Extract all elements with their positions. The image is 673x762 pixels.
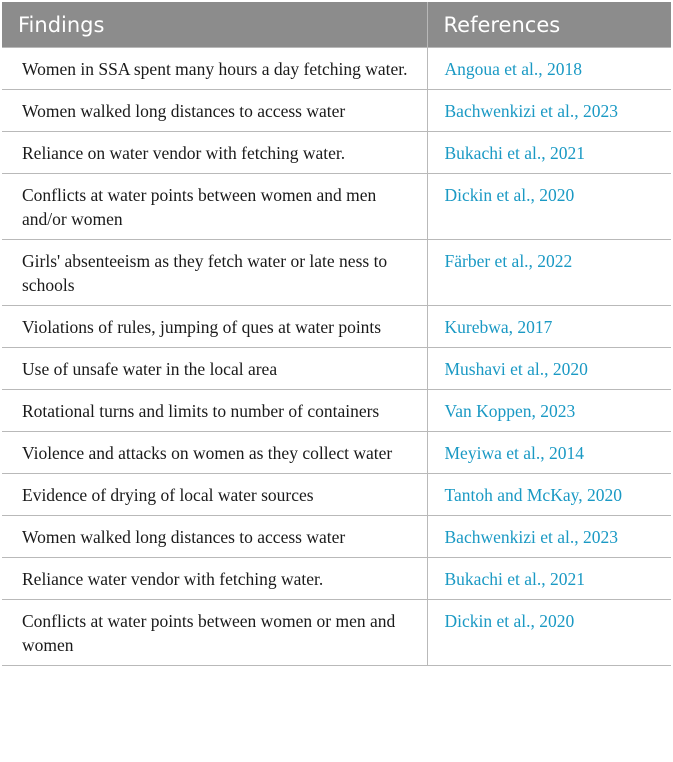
reference-link[interactable]: Dickin et al., 2020 bbox=[427, 600, 671, 666]
reference-link[interactable]: Färber et al., 2022 bbox=[427, 240, 671, 306]
finding-cell: Violations of rules, jumping of ques at water points bbox=[2, 306, 427, 348]
header-references: References bbox=[427, 2, 671, 48]
finding-cell: Reliance on water vendor with fetching water. bbox=[2, 132, 427, 174]
table-row bbox=[2, 174, 671, 240]
table-row bbox=[2, 600, 671, 666]
finding-cell: Women walked long distances to access water bbox=[2, 516, 427, 558]
reference-link[interactable]: Bukachi et al., 2021 bbox=[427, 558, 671, 600]
table-row bbox=[2, 348, 671, 390]
finding-cell: Violence and attacks on women as they collect water bbox=[2, 432, 427, 474]
table-row bbox=[2, 306, 671, 348]
reference-link[interactable]: Angoua et al., 2018 bbox=[427, 48, 671, 90]
finding-cell: Reliance water vendor with fetching water. bbox=[2, 558, 427, 600]
header-findings: Findings bbox=[2, 2, 427, 48]
findings-table bbox=[2, 2, 671, 666]
finding-cell: Girls' absenteeism as they fetch water or late ness to schools bbox=[2, 240, 427, 306]
finding-cell: Women in SSA spent many hours a day fetching water. bbox=[2, 48, 427, 90]
table-row bbox=[2, 48, 671, 90]
reference-link[interactable]: Mushavi et al., 2020 bbox=[427, 348, 671, 390]
table-row bbox=[2, 432, 671, 474]
reference-link[interactable]: Van Koppen, 2023 bbox=[427, 390, 671, 432]
table-row bbox=[2, 132, 671, 174]
table-row bbox=[2, 474, 671, 516]
finding-cell: Conflicts at water points between women and men and/or women bbox=[2, 174, 427, 240]
finding-cell: Use of unsafe water in the local area bbox=[2, 348, 427, 390]
reference-link[interactable]: Dickin et al., 2020 bbox=[427, 174, 671, 240]
finding-cell: Women walked long distances to access water bbox=[2, 90, 427, 132]
finding-cell: Evidence of drying of local water sources bbox=[2, 474, 427, 516]
reference-link[interactable]: Kurebwa, 2017 bbox=[427, 306, 671, 348]
reference-link[interactable]: Tantoh and McKay, 2020 bbox=[427, 474, 671, 516]
reference-link[interactable]: Meyiwa et al., 2014 bbox=[427, 432, 671, 474]
table-row bbox=[2, 240, 671, 306]
reference-link[interactable]: Bachwenkizi et al., 2023 bbox=[427, 90, 671, 132]
table-row bbox=[2, 516, 671, 558]
finding-cell: Rotational turns and limits to number of containers bbox=[2, 390, 427, 432]
table-header-row bbox=[2, 2, 671, 48]
reference-link[interactable]: Bukachi et al., 2021 bbox=[427, 132, 671, 174]
table-row bbox=[2, 390, 671, 432]
finding-cell: Conflicts at water points between women or men and women bbox=[2, 600, 427, 666]
table-row bbox=[2, 558, 671, 600]
table-row bbox=[2, 90, 671, 132]
reference-link[interactable]: Bachwenkizi et al., 2023 bbox=[427, 516, 671, 558]
